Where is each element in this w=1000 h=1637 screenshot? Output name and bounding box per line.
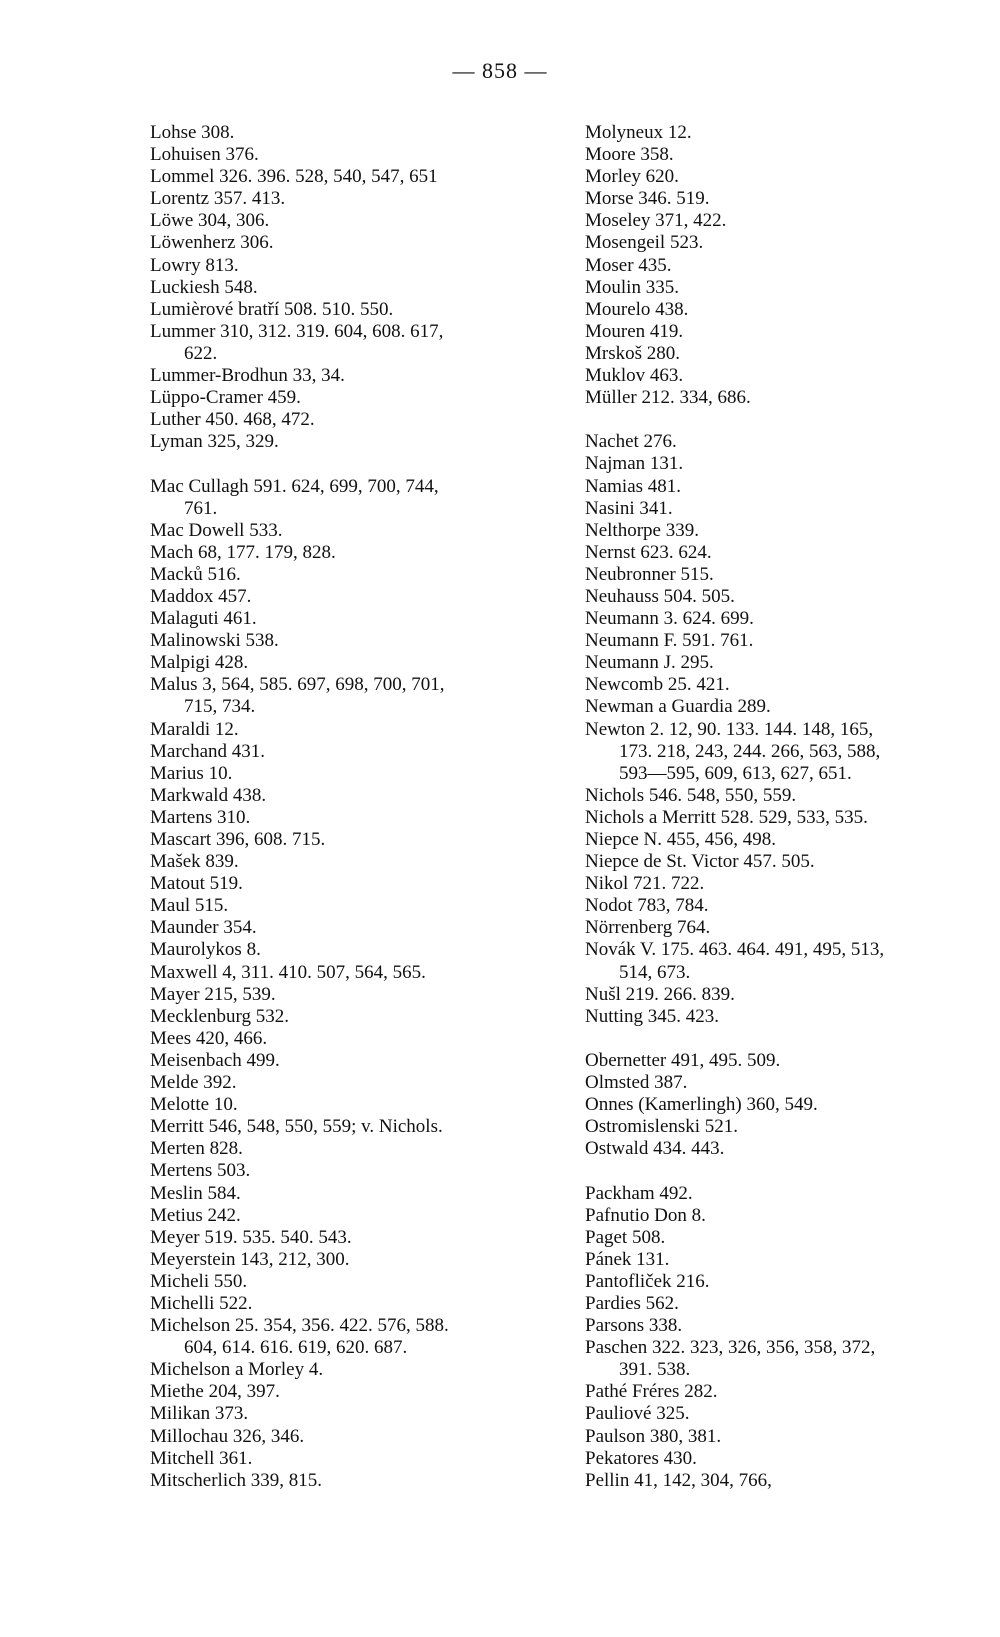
index-entry: Micheli 550. bbox=[150, 1270, 248, 1292]
index-entry: Markwald 438. bbox=[150, 784, 267, 806]
index-entry: Martens 310. bbox=[150, 806, 251, 828]
index-entry: Michelson a Morley 4. bbox=[150, 1359, 324, 1381]
index-entry: Maunder 354. bbox=[150, 917, 257, 939]
index-entry: Maurolykos 8. bbox=[150, 939, 261, 961]
index-entry: Marius 10. bbox=[150, 762, 233, 784]
index-entry: Pánek 131. bbox=[585, 1248, 670, 1270]
index-entry: Nodot 783, 784. bbox=[585, 895, 709, 917]
index-entry: Niepce de St. Victor 457. 505. bbox=[585, 851, 815, 873]
index-entry: Maddox 457. bbox=[150, 585, 252, 607]
index-entry: Neuhauss 504. 505. bbox=[585, 585, 735, 607]
index-entry: Maul 515. bbox=[150, 895, 229, 917]
index-entry: Macků 516. bbox=[150, 563, 241, 585]
index-entry: Nutting 345. 423. bbox=[585, 1005, 720, 1027]
index-entry: Nachet 276. bbox=[585, 431, 677, 453]
index-entry: Namias 481. bbox=[585, 475, 682, 497]
index-entry: Nernst 623. 624. bbox=[585, 541, 712, 563]
index-entry: Nušl 219. 266. 839. bbox=[585, 983, 735, 1005]
index-entry: Molyneux 12. bbox=[585, 122, 692, 143]
index-entry: Morley 620. bbox=[585, 166, 679, 188]
index-entry: Moore 358. bbox=[585, 144, 674, 166]
index-entry: Miethe 204, 397. bbox=[150, 1381, 280, 1403]
index-entry: Mecklenburg 532. bbox=[150, 1005, 289, 1027]
index-entry: Obernetter 491, 495. 509. bbox=[585, 1049, 781, 1071]
index-entry: Pardies 562. bbox=[585, 1292, 679, 1314]
index-entry: Marchand 431. bbox=[150, 740, 266, 762]
index-column-left bbox=[150, 122, 550, 1492]
index-entry-continuation: 593—595, 609, 613, 627, 651. bbox=[619, 762, 852, 784]
index-entry: Meyerstein 143, 212, 300. bbox=[150, 1248, 350, 1270]
index-entry: Onnes (Kamerlingh) 360, 549. bbox=[585, 1094, 818, 1116]
index-entry: Lohuisen 376. bbox=[150, 144, 259, 166]
index-entry: Milikan 373. bbox=[150, 1403, 249, 1425]
index-entry: Pekatores 430. bbox=[585, 1447, 697, 1469]
index-entry: Meisenbach 499. bbox=[150, 1049, 280, 1071]
index-entry: Parsons 338. bbox=[585, 1315, 683, 1337]
index-entry: Pellin 41, 142, 304, 766, bbox=[585, 1469, 772, 1491]
index-entry: Luther 450. 468, 472. bbox=[150, 409, 315, 431]
index-entry: Moser 435. bbox=[585, 254, 672, 276]
index-entry: Meyer 519. 535. 540. 543. bbox=[150, 1226, 352, 1248]
index-entry: Müller 212. 334, 686. bbox=[585, 387, 751, 409]
index-entry: Newman a Guardia 289. bbox=[585, 696, 771, 718]
index-entry: Malus 3, 564, 585. 697, 698, 700, 701, bbox=[150, 674, 445, 696]
index-entry: Pauliové 325. bbox=[585, 1403, 690, 1425]
index-entry-continuation: 761. bbox=[184, 497, 218, 519]
letter-group-gap bbox=[585, 1028, 995, 1050]
index-entry: Löwenherz 306. bbox=[150, 232, 274, 254]
index-entry: Newcomb 25. 421. bbox=[585, 674, 730, 696]
index-entry: Neubronner 515. bbox=[585, 563, 714, 585]
index-entry-continuation: 173. 218, 243, 244. 266, 563, 588, bbox=[619, 740, 881, 762]
index-entry: Ostwald 434. 443. bbox=[585, 1138, 725, 1160]
index-entry: Mach 68, 177. 179, 828. bbox=[150, 541, 336, 563]
index-entry: Malpigi 428. bbox=[150, 652, 249, 674]
index-entry: Muklov 463. bbox=[585, 365, 684, 387]
index-entry: Najman 131. bbox=[585, 453, 684, 475]
index-entry: Mayer 215, 539. bbox=[150, 983, 276, 1005]
index-entry: Nichols 546. 548, 550, 559. bbox=[585, 784, 797, 806]
index-entry: Niepce N. 455, 456, 498. bbox=[585, 829, 777, 850]
index-entry-continuation: 622. bbox=[184, 342, 218, 364]
index-entry: Mascart 396, 608. 715. bbox=[150, 829, 326, 850]
letter-group-gap bbox=[150, 453, 550, 475]
index-entry: Merritt 546, 548, 550, 559; v. Nichols. bbox=[150, 1116, 443, 1138]
index-entry: Pafnutio Don 8. bbox=[585, 1204, 706, 1226]
index-entry: Pantofliček 216. bbox=[585, 1270, 710, 1292]
index-entry: Nikol 721. 722. bbox=[585, 873, 705, 895]
index-entry: Merten 828. bbox=[150, 1138, 243, 1160]
index-entry: Mertens 503. bbox=[150, 1160, 251, 1182]
letter-group-gap bbox=[585, 409, 995, 431]
index-entry: Nelthorpe 339. bbox=[585, 519, 699, 541]
index-entry: Olmsted 387. bbox=[585, 1072, 688, 1094]
index-entry: Morse 346. 519. bbox=[585, 188, 710, 210]
index-entry: Packham 492. bbox=[585, 1182, 693, 1204]
index-entry: Neumann F. 591. 761. bbox=[585, 630, 754, 652]
index-entry: Neumann 3. 624. 699. bbox=[585, 608, 754, 630]
index-entry: Neumann J. 295. bbox=[585, 652, 714, 674]
index-entry: Mees 420, 466. bbox=[150, 1027, 268, 1049]
index-entry-continuation: 391. 538. bbox=[619, 1359, 691, 1381]
index-entry: Mosengeil 523. bbox=[585, 232, 704, 254]
index-entry: Maraldi 12. bbox=[150, 718, 239, 740]
index-entry: Mac Dowell 533. bbox=[150, 519, 283, 541]
index-entry: Lorentz 357. 413. bbox=[150, 188, 286, 210]
index-entry-continuation: 604, 614. 616. 619, 620. 687. bbox=[184, 1337, 408, 1359]
index-entry: Ostromislenski 521. bbox=[585, 1116, 739, 1138]
index-entry: Millochau 326, 346. bbox=[150, 1425, 305, 1447]
index-entry: Pathé Fréres 282. bbox=[585, 1381, 718, 1403]
index-entry: Mac Cullagh 591. 624, 699, 700, 744, bbox=[150, 475, 439, 497]
index-entry: Paschen 322. 323, 326, 356, 358, 372, bbox=[585, 1337, 876, 1359]
index-entry: Lohse 308. bbox=[150, 122, 235, 143]
index-entry: Lüppo-Cramer 459. bbox=[150, 387, 301, 409]
index-entry: Mrskoš 280. bbox=[585, 342, 681, 364]
index-entry: Löwe 304, 306. bbox=[150, 210, 270, 232]
index-entry: Mourelo 438. bbox=[585, 298, 689, 320]
index-entry: Newton 2. 12, 90. 133. 144. 148, 165, bbox=[585, 718, 874, 740]
index-entry: Melde 392. bbox=[150, 1072, 237, 1094]
index-entry: Lumièrové bratří 508. 510. 550. bbox=[150, 298, 394, 320]
index-entry: Meslin 584. bbox=[150, 1182, 241, 1204]
page-number: — 858 — bbox=[452, 58, 548, 83]
index-entry: Lyman 325, 329. bbox=[150, 431, 279, 453]
index-entry: Nörrenberg 764. bbox=[585, 917, 711, 939]
index-entry: Metius 242. bbox=[150, 1204, 241, 1226]
index-entry: Maxwell 4, 311. 410. 507, 564, 565. bbox=[150, 961, 426, 983]
index-entry-continuation: 715, 734. bbox=[184, 696, 256, 718]
index-entry: Mitscherlich 339, 815. bbox=[150, 1469, 323, 1491]
index-entry: Michelson 25. 354, 356. 422. 576, 588. bbox=[150, 1315, 449, 1337]
index-entry: Moseley 371, 422. bbox=[585, 210, 727, 232]
index-entry: Mašek 839. bbox=[150, 851, 239, 873]
index-entry: Lummer 310, 312. 319. 604, 608. 617, bbox=[150, 320, 444, 342]
index-entry: Mouren 419. bbox=[585, 320, 684, 342]
index-entry: Malaguti 461. bbox=[150, 608, 257, 630]
index-entry: Melotte 10. bbox=[150, 1094, 238, 1116]
index-entry-continuation: 514, 673. bbox=[619, 961, 691, 983]
letter-group-gap bbox=[585, 1160, 995, 1182]
index-entry: Malinowski 538. bbox=[150, 630, 279, 652]
index-entry: Nasini 341. bbox=[585, 497, 673, 519]
index-entry: Mitchell 361. bbox=[150, 1447, 253, 1469]
index-entry: Nichols a Merritt 528. 529, 533, 535. bbox=[585, 806, 868, 828]
index-entry: Paget 508. bbox=[585, 1226, 666, 1248]
index-entry: Novák V. 175. 463. 464. 491, 495, 513, bbox=[585, 939, 885, 961]
index-column-right bbox=[585, 122, 995, 1492]
index-entry: Lummer-Brodhun 33, 34. bbox=[150, 365, 345, 387]
index-entry: Lommel 326. 396. 528, 540, 547, 651 bbox=[150, 166, 438, 188]
index-entry: Lowry 813. bbox=[150, 254, 239, 276]
index-entry: Michelli 522. bbox=[150, 1292, 253, 1314]
index-entry: Paulson 380, 381. bbox=[585, 1425, 722, 1447]
index-entry: Luckiesh 548. bbox=[150, 276, 258, 298]
index-entry: Matout 519. bbox=[150, 873, 243, 895]
index-entry: Moulin 335. bbox=[585, 276, 679, 298]
